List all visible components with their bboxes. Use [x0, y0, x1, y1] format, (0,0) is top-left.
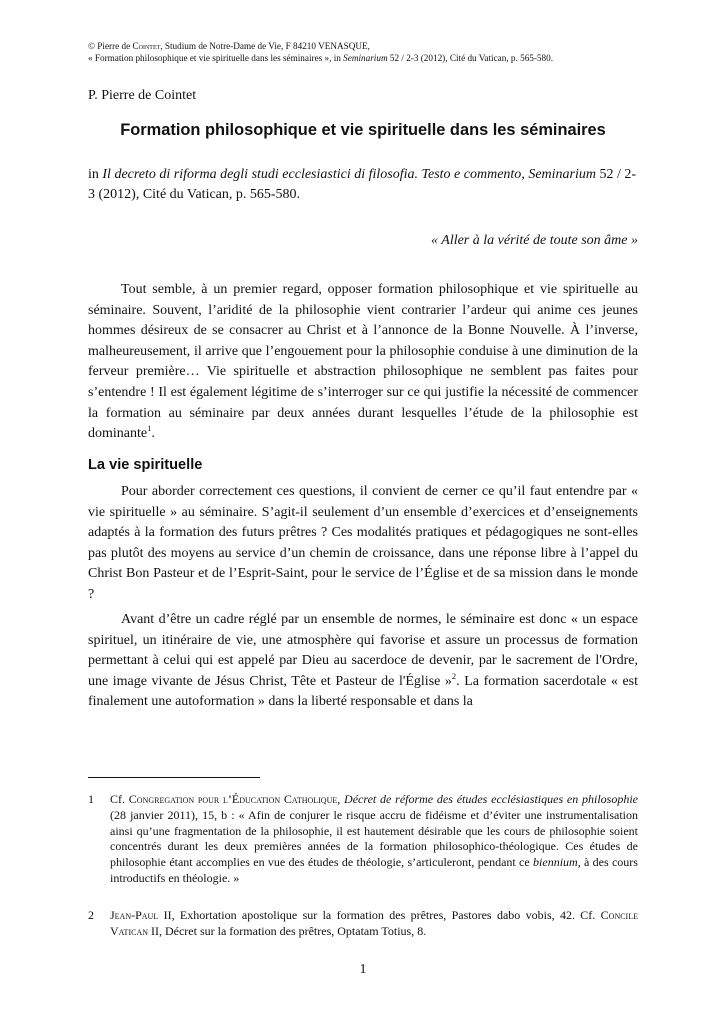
header-line-1 [88, 41, 648, 53]
paragraph-text: Tout semble, à un premier regard, opposer formation philosophique et vie spirituelle au séminaire. Souvent, l’aridité de la philosophie vient contrarier l’ardeur qui anime ces jeunes hommes désireux de se consacrer au Christ et à l’annonce de la Bonne Nouvelle. À l’inverse, malheureusement, il arrive que l’engouement pour la philosophie conduise à une diminution de la ferveur première… Vie spirituelle et abstraction philosophique ne semblent pas faites pour s’entendre ! Il est également légitime de s’interroger sur ce qui justifie la nécessité de commencer la formation au séminaire par deux années durant lesquelles l’étude de la philosophie est dominante [88, 282, 638, 442]
header-author-name: Cointet [132, 41, 161, 51]
citation-book-title: Il decreto di riforma degli studi ecclesiastici di filosofia. Testo e commento [102, 167, 522, 182]
footnote-text [110, 908, 638, 940]
citation-text: in [88, 167, 103, 182]
paragraph-text: . La formation sacerdotale « est finalement une autoformation » dans la liberté responsable et dans la [88, 673, 638, 710]
footnote-1 [88, 792, 638, 887]
footnote-separator [88, 777, 260, 778]
paragraph-text: . [151, 426, 155, 442]
header-line-2 [88, 53, 648, 65]
citation-text: 52 / 2-3 (2012), Cité du Vatican, p. 565-580. [88, 167, 637, 202]
footnote-institution: Congregation pour l’Éducation Catholique [128, 792, 338, 806]
footnote-fragment: II, Décret sur la formation des prêtres, Optatam Totius, 8. [148, 923, 427, 938]
paragraph-2 [88, 482, 638, 606]
header-text: 52 / 2-3 (2012), Cité du Vatican, p. 565-580. [387, 52, 554, 63]
epigraph: « Aller à la vérité de toute son âme » [431, 233, 638, 248]
header-text: « Formation philosophique et vie spirituelle dans les séminaires », in [88, 52, 344, 63]
footnote-term: biennium [533, 855, 578, 870]
footnote-fragment: Cf. [110, 792, 129, 806]
paragraph-text: Avant d’être un cadre réglé par un ensemble de normes, le séminaire est donc « un espace spirituel, un itinéraire de vie, une atmosphère qui favorise et assure un processus de formation permettant à celui qui est appelé par Dieu au sacerdoce de devenir, par le sacrement de l'Ordre, une image vivante de Jésus Christ, Tête et Pasteur de l'Église » [88, 612, 638, 689]
footnote-document-title: Décret de réforme des études ecclésiastiques en philosophie [344, 792, 639, 806]
paragraph-1 [88, 280, 638, 445]
footnote-fragment: , à des cours introductifs en théologie. » [110, 855, 638, 885]
citation-journal: Seminarium [528, 167, 596, 182]
footnote-fragment: (28 janvier 2011), 15, b : « Afin de conjurer le risque accru de fidéisme et d’éviter une instrumentalisation ainsi qu’une fragmentation de la philosophie, il est hautement désirable que les cours de philosophie soient concentrés durant les deux premières années de la formation philosophico-théologique. Ces études de philosophie étant accomplies en vue des études de théologie, s’articuleront, pendant ce [110, 807, 638, 870]
footnote-number: 2 [88, 908, 94, 922]
footnote-ref-1[interactable]: 1 [147, 423, 152, 434]
paragraph-3 [88, 610, 638, 713]
page-number: 1 [359, 962, 367, 977]
footnote-council: Concile Vatican [110, 908, 638, 938]
running-header [88, 41, 648, 64]
author-name: P. Pierre de Cointet [88, 88, 197, 103]
document-page [88, 0, 638, 1024]
document-title: Formation philosophique et vie spirituelle dans les séminaires [120, 121, 606, 139]
footnote-author: Jean-Paul [110, 908, 159, 922]
footnote-number: 1 [88, 792, 94, 806]
footnote-fragment: , [337, 792, 345, 806]
header-text: © Pierre de [88, 41, 133, 51]
section-heading: La vie spirituelle [88, 457, 203, 473]
citation [88, 165, 638, 205]
footnote-fragment: II, Exhortation apostolique sur la formation des prêtres, Pastores dabo vobis, 42. Cf. [158, 908, 601, 922]
footnote-2 [88, 908, 638, 940]
footnote-text [110, 792, 638, 887]
citation-text: , [521, 167, 529, 182]
header-journal: Seminarium [343, 52, 388, 63]
footnote-ref-2[interactable]: 2 [451, 670, 457, 681]
paragraph-text: Pour aborder correctement ces questions, il convient de cerner ce qu’il faut entendre par « vie spirituelle » au séminaire. S’agit-il seulement d’un ensemble d’exercices et d’enseignements adaptés à la formation des futurs prêtres ? Ces modalités pratiques et pédagogiques ne sont-elles pas plutôt des moyens au service d’un chemin de croissance, dans une réponse libre à l’appel du Christ Bon Pasteur et de l’Esprit-Saint, pour le service de l’Église et de sa mission dans le monde ? [88, 484, 638, 602]
header-text: , Studium de Notre-Dame de Vie, F 84210 VENASQUE, [160, 41, 370, 51]
